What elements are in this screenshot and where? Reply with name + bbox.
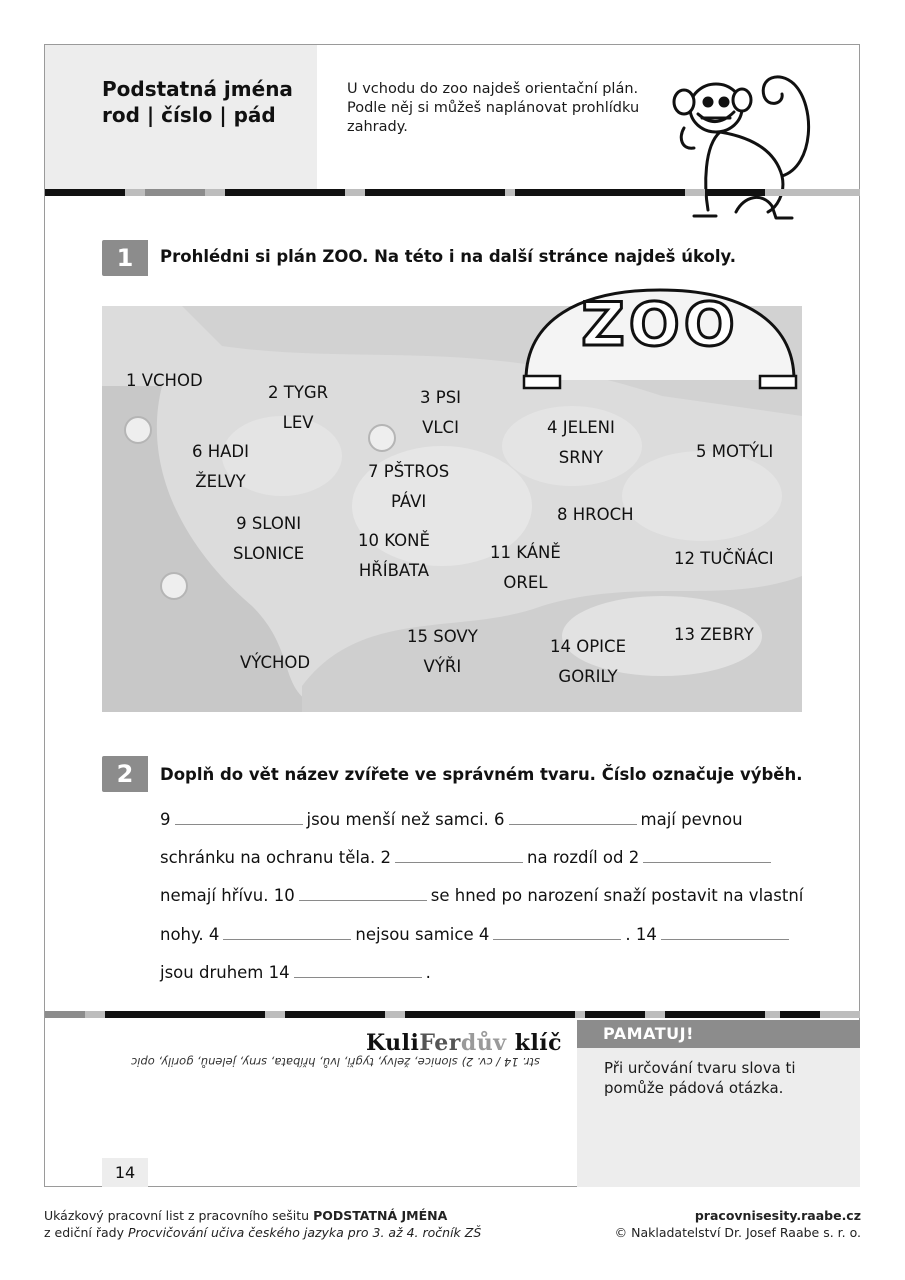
answer-key-text: str. 14 / cv. 2) slonice, želvy, tygři, lvů, hříbata, srny, jelenů, gorily, opic: [130, 1055, 540, 1069]
answer-blank[interactable]: [294, 963, 422, 978]
task-instruction: Doplň do vět název zvířete ve správném tvaru. Číslo označuje výběh.: [160, 765, 803, 784]
answer-blank[interactable]: [493, 925, 621, 940]
map-label-zebras: 13 ZEBRY: [674, 625, 754, 644]
footer-left: Ukázkový pracovní list z pracovního sešitu PODSTATNÁ JMÉNA z ediční řady Procvičování učiva českého jazyka pro 3. až 4. ročník ZŠ: [44, 1208, 482, 1240]
page-number: 14: [102, 1158, 148, 1187]
intro-text: [347, 80, 657, 137]
page-title-line2: rod | číslo | pád: [102, 103, 276, 127]
sentence-line: 9 jsou menší než samci. 6 mají pevnou: [160, 810, 743, 829]
answer-blank[interactable]: [643, 848, 771, 863]
map-label-exit: VÝCHOD: [240, 653, 311, 672]
footer-website-link[interactable]: pracovnisesity.raabe.cz: [694, 1208, 861, 1223]
intro-line: zahrady.: [347, 119, 408, 135]
task-number-badge: 2: [102, 756, 148, 792]
answer-blank[interactable]: [509, 810, 637, 825]
task-number-badge: 1: [102, 240, 148, 276]
page-title-line1: Podstatná jména: [102, 77, 293, 101]
map-label-dogs: 3 PSI VLCI: [420, 388, 462, 437]
sentence-line: jsou druhem 14 .: [160, 963, 431, 982]
zoo-sign-text: ZOO: [581, 290, 739, 360]
map-label-horses: 10 KONĚ HŘÍBATA: [358, 531, 430, 580]
map-label-hippo: 8 HROCH: [557, 505, 634, 524]
map-label-tigers: 2 TYGR LEV: [268, 383, 329, 432]
map-label-snakes: 6 HADI ŽELVY: [192, 442, 250, 491]
answer-blank[interactable]: [175, 810, 303, 825]
map-label-ostrich: 7 PŠTROS PÁVI: [368, 462, 450, 511]
bottom-stripe: [45, 1011, 860, 1019]
answer-blank[interactable]: [299, 886, 427, 901]
map-label-owls: 15 SOVY VÝŘI: [407, 627, 478, 676]
answer-key-title: KuliFerdův klíč: [366, 1030, 563, 1056]
map-label-entrance: 1 VCHOD: [126, 371, 203, 390]
map-label-penguins: 12 TUČŇÁCI: [674, 549, 774, 568]
answer-blank[interactable]: [395, 848, 523, 863]
task-instruction: Prohlédni si plán ZOO. Na této i na další stránce najdeš úkoly.: [160, 247, 737, 266]
monkey-icon: [664, 66, 824, 224]
intro-line: U vchodu do zoo najdeš orientační plán.: [347, 81, 639, 97]
map-label-deer: 4 JELENI SRNY: [547, 418, 615, 467]
header-stripe: [45, 189, 860, 197]
footer-right: [615, 1207, 861, 1241]
map-label-butterflies: 5 MOTÝLI: [696, 442, 774, 461]
sentence-line: schránku na ochranu těla. 2 na rozdíl od 2: [160, 839, 810, 877]
sentence-line: nohy. 4 nejsou samice 4 . 14: [160, 916, 810, 954]
pamatuj-heading: PAMATUJ!: [577, 1020, 860, 1048]
zoo-sign: [520, 280, 800, 392]
intro-line: Podle něj si můžeš naplánovat prohlídku: [347, 100, 640, 116]
answer-blank[interactable]: [223, 925, 351, 940]
map-label-monkeys: 14 OPICE GORILY: [550, 637, 626, 686]
map-label-elephants: 9 SLONI SLONICE: [233, 514, 305, 563]
page-title: [102, 76, 293, 128]
map-label-buzzards: 11 KÁNĚ OREL: [490, 543, 561, 592]
answer-blank[interactable]: [661, 925, 789, 940]
sentence-line: nemají hřívu. 10 se hned po narození snaží postavit na vlastní: [160, 886, 804, 905]
footer-copyright: © Nakladatelství Dr. Josef Raabe s. r. o.: [614, 1225, 861, 1240]
pamatuj-text: Při určování tvaru slova ti pomůže pádová otázka.: [604, 1059, 796, 1097]
